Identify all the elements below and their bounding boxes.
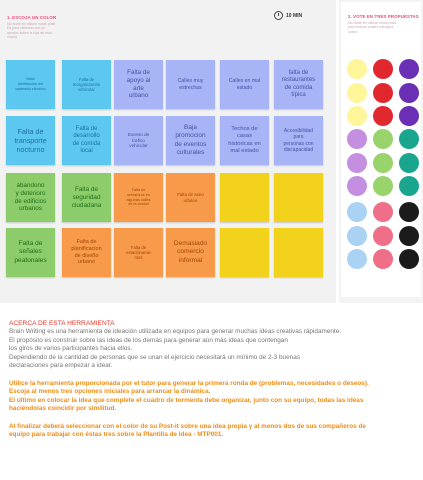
vote-dot[interactable]	[347, 202, 367, 222]
about-title: ACERCA DE ESTA HERRAMIENTA	[9, 320, 115, 327]
sticky-note-text: Falta de planificacion de diseño urbano	[71, 238, 102, 266]
sticky-note-text: abandono y deterioro de edificios urbanos	[14, 181, 47, 213]
vote-dot[interactable]	[373, 129, 393, 149]
vote-dot[interactable]	[347, 129, 367, 149]
vote-dot[interactable]	[373, 83, 393, 103]
sticky-note-text: Falta de señales peatonales	[14, 240, 47, 264]
sticky-note-text: Calles en mal estado	[228, 78, 261, 91]
vote-dot[interactable]	[373, 106, 393, 126]
voting-card	[341, 2, 421, 297]
sticky-note[interactable]	[62, 116, 111, 165]
sticky-note[interactable]	[6, 60, 55, 109]
sticky-note[interactable]	[274, 60, 323, 109]
timer[interactable]	[274, 11, 302, 20]
sticky-note[interactable]	[114, 116, 163, 165]
vote-dot[interactable]	[373, 202, 393, 222]
timer-label: 10 MIN	[286, 12, 303, 19]
sticky-note-text: Techos de casas historicas en mal estado	[228, 126, 261, 154]
sticky-note-text: Demasiado comercio informal	[173, 240, 208, 264]
vote-dot[interactable]	[347, 249, 367, 269]
instructions-block-2: Al finalizar deberá seleccionar con el color de su Post-it sobre una idea propia y al menos dos de sus compañeros de equipo para trabajar con éstas tres sobre la Plantilla de Idea - MTP001.	[9, 422, 366, 438]
vote-dot[interactable]	[399, 202, 419, 222]
about-text: Brain Writing es una herramienta de ideación utilizada en equipos para generar muchas ideas creativas rápidamente. El propósito es construir sobre las ideas de los demás para generar aún más ideas que contengan los giros de varios participantes hacia ellos. Dependiendo de la cantidad de personas que se unan el ejercicio necesitará un mínimo de 2-3 buenas declaraciones para empezar a idear.	[9, 328, 342, 370]
sticky-note[interactable]	[62, 60, 111, 109]
vote-dot[interactable]	[373, 226, 393, 246]
sticky-note-text: Accesibilidad para personas con discapacidad	[283, 128, 314, 153]
sticky-note-text: Falta de reorganización vehicular	[72, 76, 101, 93]
sticky-note-text: Falta de apoyo al arte urbano	[126, 68, 151, 100]
sticky-note[interactable]	[220, 173, 269, 222]
vote-dot[interactable]	[347, 106, 367, 126]
sticky-note-text: Exceso de trafico vehicular	[127, 131, 150, 149]
sticky-note[interactable]	[166, 60, 215, 109]
clock-icon	[274, 11, 283, 20]
sticky-note[interactable]	[114, 60, 163, 109]
voting-panel	[339, 0, 423, 303]
vote-dot[interactable]	[347, 59, 367, 79]
sticky-note[interactable]	[274, 173, 323, 222]
sticky-note-text: Falta de semaforos en algunas calles de la ciudad	[126, 188, 151, 207]
vote-dot[interactable]	[399, 83, 419, 103]
instructions	[9, 320, 419, 439]
step1-description: No dude en utilizar notas posit Es para utilizarlo con su opinion sobre la hija de esta marca.	[7, 22, 56, 40]
sticky-note-text: Falta de desarrollo de comida local	[72, 125, 101, 154]
vote-dot[interactable]	[399, 226, 419, 246]
vote-dot[interactable]	[347, 176, 367, 196]
vote-dot[interactable]	[399, 106, 419, 126]
sticky-note[interactable]	[62, 173, 111, 222]
vote-dot[interactable]	[347, 83, 367, 103]
vote-dot[interactable]	[373, 176, 393, 196]
sticky-note[interactable]	[166, 173, 215, 222]
sticky-note-text: Falta de transporte nocturno	[14, 127, 47, 154]
vote-dot[interactable]	[347, 153, 367, 173]
sticky-note[interactable]	[220, 116, 269, 165]
step2-title: 2. VOTE EN TRES PROPUESTAS	[348, 14, 419, 19]
sticky-note-text: Falta de aseo urbano	[177, 192, 204, 203]
sticky-note-text: falta de restaurantes de comida típica	[281, 69, 316, 98]
sticky-note-text: Baja promocion de eventos culturales	[174, 124, 207, 156]
sticky-note[interactable]	[220, 228, 269, 277]
vote-dot[interactable]	[399, 59, 419, 79]
sticky-note[interactable]	[220, 60, 269, 109]
sticky-note[interactable]	[114, 228, 163, 277]
sticky-note[interactable]	[6, 173, 55, 222]
step2-description: No dude en utilizar estos posit para indicar cuales trabajará usted	[348, 21, 397, 34]
instructions-block-1: Utilice la herramienta proporcionada por el tutor para generar la primera ronda de (problemas, necesidades o deseos). Escoja al menos tres opciones iniciales para arrancar la dinámica. El último en colocar la idea que complete el cuadro de tormenta debe organizar, junto con su equipo, todas las ideas haciéndolas coincidir por similitud.	[9, 379, 369, 413]
sticky-note-text: Mala distribución del cableado eléctrico	[15, 77, 46, 91]
sticky-note[interactable]	[274, 116, 323, 165]
vote-dot[interactable]	[373, 153, 393, 173]
sticky-note-text: Falta de seguridad ciudadana	[71, 185, 102, 209]
vote-dot[interactable]	[399, 249, 419, 269]
sticky-note[interactable]	[274, 228, 323, 277]
vote-dot[interactable]	[373, 59, 393, 79]
vote-dot[interactable]	[347, 226, 367, 246]
step1-title: 1. ESCOJA UN COLOR	[7, 15, 57, 20]
sticky-note[interactable]	[6, 228, 55, 277]
sticky-note[interactable]	[6, 116, 55, 165]
vote-dot[interactable]	[373, 249, 393, 269]
vote-dot[interactable]	[399, 153, 419, 173]
sticky-note[interactable]	[114, 173, 163, 222]
sticky-note[interactable]	[62, 228, 111, 277]
sticky-note[interactable]	[166, 116, 215, 165]
sticky-note[interactable]	[166, 228, 215, 277]
vote-dot[interactable]	[399, 176, 419, 196]
sticky-note-text: Falta de estacionamie ntos	[126, 244, 151, 261]
vote-dot[interactable]	[399, 129, 419, 149]
sticky-note-text: Calles muy estrechas	[177, 78, 204, 91]
